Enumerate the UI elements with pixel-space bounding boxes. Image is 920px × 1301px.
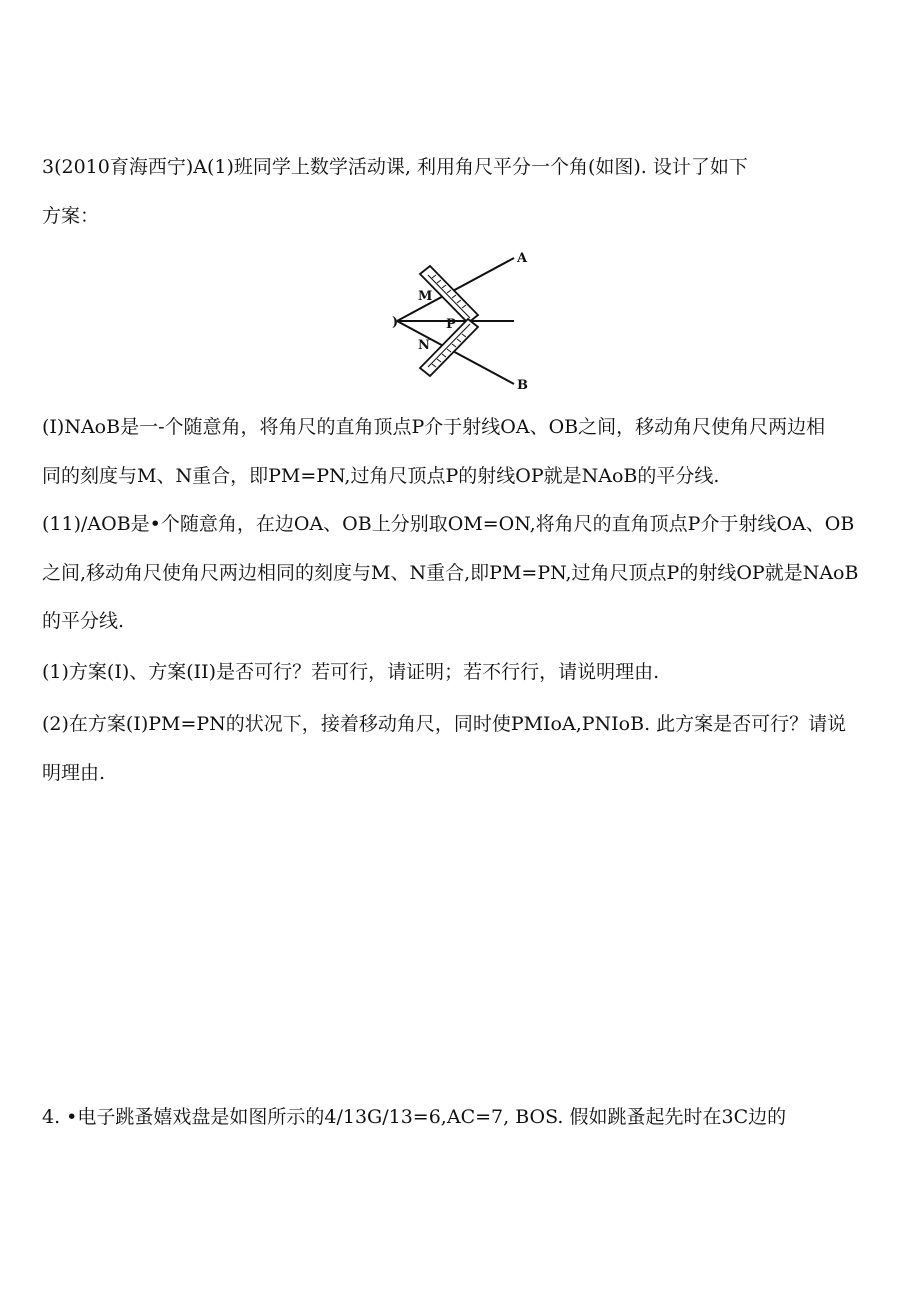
question-2-line-1: (2)在方案(I)PM=PN的状况下，接着移动角尺，同时使PMIoA,PNIoB. 此方案是否可行？请说 <box>42 713 847 735</box>
question-1: (1)方案(I)、方案(II)是否可行？若可行，请证明；若不行行，请说明理由. <box>42 661 660 683</box>
scheme-2-line-2: 之间,移动角尺使角尺两边相同的刻度与M、N重合,即PM=PN,过角尺顶点P的射线OP就是NAoB <box>42 562 859 584</box>
problem-3-intro-line-2: 方案： <box>42 205 100 227</box>
scheme-2-line-1: (11)/AOB是•个随意角，在边OA、OB上分别取OM=ON,将角尺的直角顶点P介于射线OA、OB <box>42 513 855 535</box>
scheme-1-line-2: 同的刻度与M、N重合，即PM=PN,过角尺顶点P的射线OP就是NAoB的平分线. <box>42 465 720 487</box>
label-n: N <box>418 338 430 353</box>
label-m: M <box>418 289 433 304</box>
ray-oa <box>397 258 514 321</box>
angle-ruler-diagram <box>392 248 542 396</box>
label-a: A <box>517 251 528 266</box>
scheme-1-line-1: (I)NAoB是一-个随意角，将角尺的直角顶点P介于射线OA、OB之间，移动角尺使角尺两边相 <box>42 416 826 438</box>
label-o: ) <box>392 315 399 330</box>
scheme-2-line-3: 的平分线. <box>42 610 125 632</box>
label-b: B <box>517 378 528 393</box>
label-p: P <box>446 317 456 332</box>
problem-3-intro-line-1: 3(2010育海西宁)A(1)班同学上数学活动课, 利用角尺平分一个角(如图). 设计了如下 <box>42 156 748 178</box>
angle-ruler-figure <box>392 248 542 396</box>
question-2-line-2: 明理由. <box>42 762 106 784</box>
problem-4-line-1: 4. •电子跳蚤嬉戏盘是如图所示的4/13G/13=6,AC=7, BOS. 假如跳蚤起先时在3C边的 <box>42 1106 787 1128</box>
